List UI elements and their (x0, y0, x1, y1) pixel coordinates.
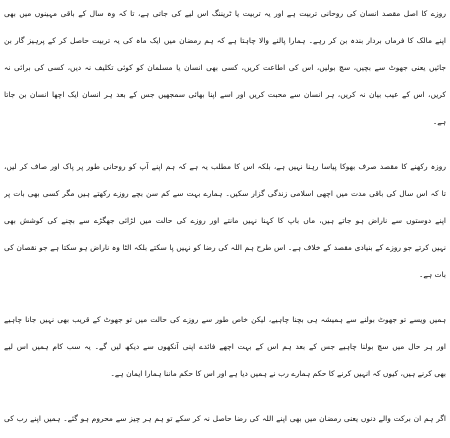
text-line: بھی کرنے ہیں، کیوں کہ انہیں کرنے کا حکم ہمارے رب نے ہمیں دیا ہے اور اس کا حکم ماننا ہمارا ایمان ہے۔ (110, 369, 446, 378)
text-line: اپنے مالک کا فرماں بردار بندہ بن کر رہے۔ ہمارا پالنے والا چاہتا ہے کہ ہم رمضان میں ایک ماہ کی یہ تربیت حاصل کر کے پرہیز گار بن (4, 36, 446, 45)
text-line: اگر ہم ان برکت والے دنوں یعنی رمضان میں بھی اپنے اللہ کی رضا حاصل نہ کر سکے تو ہم ہر چیز سے محروم ہو گئے۔ ہمیں اپنے رب کی (4, 414, 446, 423)
paragraph (4, 306, 446, 387)
paragraph (4, 153, 446, 288)
text-line: اور ہر حال میں سچ بولنا چاہیے جس کے بعد ہم اس کے بہت اچھے فائدے اپنی آنکھوں سے دیکھ لیں گے۔ یہ سب کام ہمیں اس لیے (4, 342, 446, 351)
text-line: ہے۔ (432, 117, 446, 126)
paragraph (4, 405, 446, 432)
text-line: بات ہے۔ (418, 270, 446, 279)
paragraph (4, 0, 446, 135)
text-line: اپنے دوستوں سے ناراض ہو جاتے ہیں، ماں باپ کا کہنا نہیں مانتے اور روزے کی حالت میں لڑائی جھگڑے سے بچنے کی کوشش بھی (4, 216, 446, 225)
text-line: روزہ رکھنے کا مقصد صرف بھوکا پیاسا رہنا نہیں ہے، بلکہ اس کا مطلب یہ ہے کہ ہم اپنے آپ کو روحانی طور پر پاک اور صاف کر لیں، (4, 162, 446, 171)
text-line: نہیں کرتے جو روزے کے بنیادی مقصد کے خلاف ہے۔ اس طرح ہم اللہ کی رضا کو نہیں پا سکتے بلکہ الٹا وہ ناراض ہو سکتا ہے جو نقصان کی (4, 243, 446, 252)
text-line: جائیں یعنی جھوٹ سے بچیں، سچ بولیں، اس کی اطاعت کریں، کسی بھی انسان یا مسلمان کو کوئی تکلیف نہ دیں، کسی کی برائی نہ (4, 63, 446, 72)
text-line: کریں، اس کے عیب بیان نہ کریں، ہر انسان سے محبت کریں اور اسے اپنا بھائی سمجھیں جس کے بعد ہر انسان ایک اچھا انسان بن جاتا (4, 90, 446, 99)
text-line: ہمیں ویسے تو جھوٹ بولنے سے ہمیشہ ہی بچنا چاہیے، لیکن خاص طور سے روزے کی حالت میں تو جھوٹ کے قریب بھی نہیں جانا چاہیے (4, 315, 446, 324)
text-line: روزے کا اصل مقصد انسان کی روحانی تربیت ہے اور یہ تربیت یا ٹریننگ اس لیے کی جاتی ہے، تا کہ وہ سال کے باقی مہینوں میں بھی (4, 9, 446, 18)
text-line: تا کہ اس سال کی باقی مدت میں اچھی اسلامی زندگی گزار سکیں۔ ہمارے بہت سے کم سن بچے روزے رکھتے ہیں مگر کسی بھی بات پر (4, 189, 446, 198)
